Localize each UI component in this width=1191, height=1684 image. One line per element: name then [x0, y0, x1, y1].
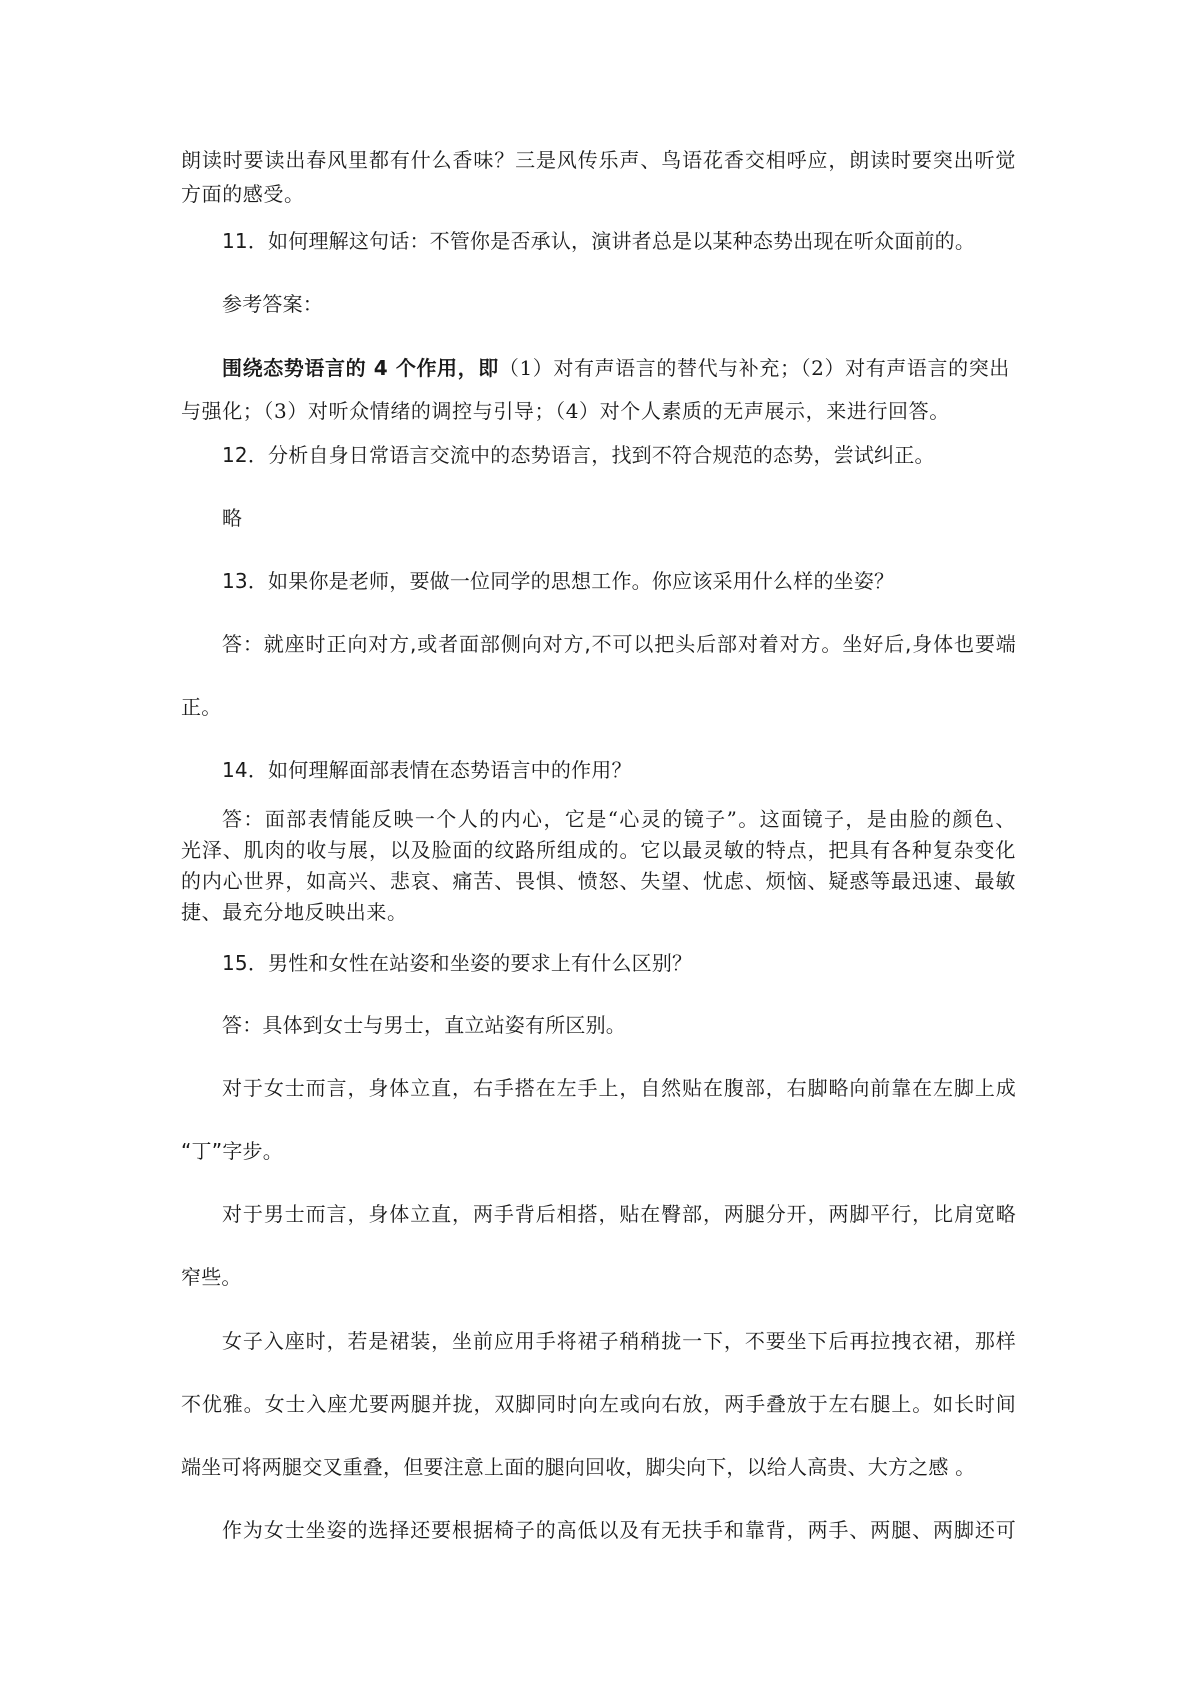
- answer-line: 略: [222, 506, 243, 530]
- question-14: 14．如何理解面部表情在态势语言中的作用？: [222, 758, 632, 782]
- answer-line: 捷、最充分地反映出来。: [181, 900, 408, 924]
- answer-line: 不优雅。女士入座尤要两腿并拢，双脚同时向左或向右放，两手叠放于左右腿上。如长时间: [181, 1392, 1016, 1416]
- answer-line: 与强化；（3）对听众情绪的调控与引导；（4）对个人素质的无声展示，来进行回答。: [181, 399, 950, 423]
- answer-line: [222, 354, 1016, 382]
- answer-line: 光泽、肌肉的收与展，以及脸面的纹路所组成的。它以最灵敏的特点，把具有各种复杂变化: [181, 838, 1016, 862]
- question-11: 11．如何理解这句话：不管你是否承认，演讲者总是以某种态势出现在听众面前的。: [222, 229, 976, 253]
- answer-line: 答：面部表情能反映一个人的内心，它是“心灵的镜子”。这面镜子，是由脸的颜色、: [222, 807, 1016, 831]
- answer-line: 窄些。: [181, 1265, 242, 1289]
- answer-label: 参考答案：: [222, 292, 323, 316]
- bold-answer-prefix: 围绕态势语言的 4 个作用，即: [222, 356, 499, 380]
- question-15: 15．男性和女性在站姿和坐姿的要求上有什么区别？: [222, 951, 693, 975]
- answer-line: 对于女士而言，身体立直，右手搭在左手上，自然贴在腹部，右脚略向前靠在左脚上成: [222, 1076, 1016, 1100]
- answer-text: （1）对有声语言的替代与补充；（2）对有声语言的突出: [498, 356, 1010, 380]
- answer-line: 女子入座时，若是裙装，坐前应用手将裙子稍稍拢一下，不要坐下后再拉拽衣裙，那样: [222, 1329, 1016, 1353]
- answer-line: 正。: [181, 695, 222, 719]
- question-13: 13．如果你是老师，要做一位同学的思想工作。你应该采用什么样的坐姿？: [222, 569, 895, 593]
- question-12: 12．分析自身日常语言交流中的态势语言，找到不符合规范的态势，尝试纠正。: [222, 443, 935, 467]
- paragraph-line: 朗读时要读出春风里都有什么香味？三是风传乐声、鸟语花香交相呼应，朗读时要突出听觉: [181, 148, 1016, 172]
- answer-line: 端坐可将两腿交叉重叠，但要注意上面的腿向回收，脚尖向下，以给人高贵、大方之感 。: [181, 1455, 976, 1479]
- answer-line: 答：具体到女士与男士，直立站姿有所区别。: [222, 1013, 626, 1037]
- paragraph-line: 方面的感受。: [181, 182, 305, 206]
- answer-line: 作为女士坐姿的选择还要根据椅子的高低以及有无扶手和靠背，两手、两腿、两脚还可: [222, 1518, 1016, 1542]
- answer-line: 对于男士而言，身体立直，两手背后相搭，贴在臀部，两腿分开，两脚平行，比肩宽略: [222, 1202, 1016, 1226]
- answer-line: 答：就座时正向对方,或者面部侧向对方,不可以把头后部对着对方。坐好后,身体也要端: [222, 632, 1016, 656]
- answer-line: 的内心世界，如高兴、悲哀、痛苦、畏惧、愤怒、失望、忧虑、烦恼、疑惑等最迅速、最敏: [181, 869, 1016, 893]
- answer-line: “丁”字步。: [181, 1139, 283, 1163]
